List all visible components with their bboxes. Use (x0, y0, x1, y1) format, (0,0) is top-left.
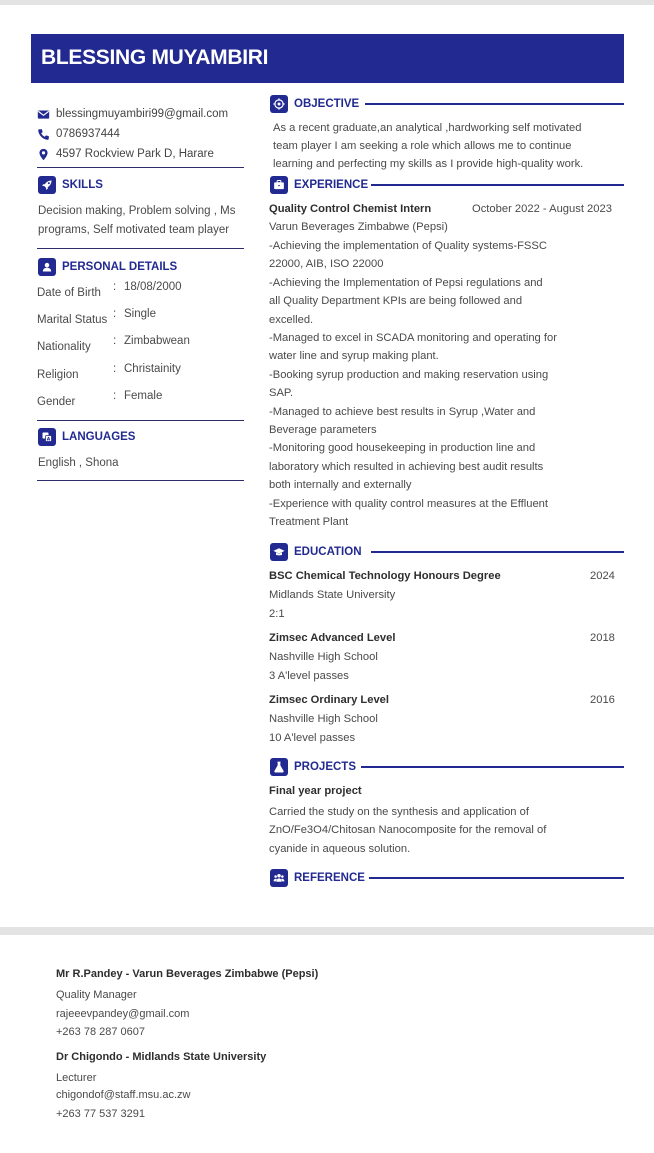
separator: : (113, 363, 117, 375)
experience-heading (270, 176, 368, 194)
duty-line: laboratory which resulted in achieving best audit results (269, 460, 544, 473)
gender-label: Gender (37, 396, 76, 408)
separator: : (113, 335, 117, 347)
reference-rule (369, 877, 624, 879)
contact-address (37, 145, 214, 163)
reference-heading (270, 869, 365, 887)
reference-title: REFERENCE (294, 872, 365, 884)
gender-value: Female (124, 390, 163, 402)
skills-line: Decision making, Problem solving , Ms (38, 205, 236, 217)
religion-value: Christainity (124, 363, 181, 375)
edu-detail: 3 A'level passes (269, 670, 349, 682)
project-name: Final year project (269, 785, 362, 797)
phone-text: 0786937444 (56, 128, 120, 140)
edu-detail: 10 A'level passes (269, 732, 356, 744)
duty-line: Treatment Plant (269, 516, 349, 529)
reference-phone[interactable]: +263 78 287 0607 (56, 1026, 146, 1038)
personal-divider (37, 420, 244, 421)
location-pin-icon (37, 148, 50, 161)
address-text: 4597 Rockview Park D, Harare (56, 148, 214, 160)
skills-text (38, 202, 248, 239)
duty-line: -Achieving the implementation of Quality systems-FSSC (269, 240, 547, 252)
contact-email[interactable] (37, 105, 228, 123)
reference-email[interactable]: rajeeevpandey@gmail.com (56, 1008, 190, 1020)
languages-text: English , Shona (38, 457, 119, 469)
name-header (31, 34, 624, 83)
duty-line: SAP. (269, 387, 294, 400)
duty-line: -Managed to excel in SCADA monitoring and operating for (269, 332, 557, 345)
education-rule (371, 551, 624, 553)
experience-title: EXPERIENCE (294, 179, 369, 191)
projects-heading (270, 758, 356, 776)
nationality-label: Nationality (37, 341, 91, 353)
job-duties (269, 237, 557, 532)
personal-details-heading (38, 258, 177, 276)
separator: : (113, 281, 117, 293)
skills-title: SKILLS (62, 179, 103, 191)
personal-details-title: PERSONAL DETAILS (62, 261, 178, 273)
email-text: blessingmuyambiri99@gmail.com (56, 108, 229, 120)
briefcase-icon (270, 176, 288, 194)
reference-name: Mr R.Pandey - Varun Beverages Zimbabwe (Pepsi) (56, 968, 319, 980)
objective-text (273, 119, 583, 173)
edu-degree: Zimsec Advanced Level (269, 632, 396, 644)
duty-line: all Quality Department KPIs are being followed and (269, 295, 523, 308)
marital-value: Single (124, 308, 156, 320)
edu-degree: BSC Chemical Technology Honours Degree (269, 570, 501, 582)
projects-rule (361, 766, 624, 768)
objective-heading (270, 95, 359, 113)
graduation-cap-icon (270, 543, 288, 561)
job-role: Quality Control Chemist Intern (269, 203, 432, 215)
skills-divider (37, 248, 244, 249)
reference-email[interactable]: chigondof@staff.msu.ac.zw (56, 1089, 191, 1101)
duty-line: 22000, AIB, ISO 22000 (269, 258, 384, 271)
contact-divider (37, 167, 244, 168)
reference-name: Dr Chigondo - Midlands State University (56, 1051, 267, 1063)
contact-phone[interactable] (37, 125, 120, 143)
translate-icon (38, 428, 56, 446)
project-line: cyanide in aqueous solution. (269, 842, 411, 855)
edu-degree: Zimsec Ordinary Level (269, 694, 390, 706)
languages-title: LANGUAGES (62, 431, 136, 443)
nationality-value: Zimbabwean (124, 335, 190, 347)
objective-line: learning and perfecting my skills as I provide high-quality work. (273, 158, 584, 170)
project-line: ZnO/Fe3O4/Chitosan Nanocomposite for the removal of (269, 824, 547, 837)
project-description (269, 803, 546, 858)
education-title: EDUCATION (294, 546, 362, 558)
target-icon (270, 95, 288, 113)
objective-line: As a recent graduate,an analytical ,hardworking self motivated (273, 122, 582, 134)
skills-heading (38, 176, 103, 194)
edu-school: Midlands State University (269, 589, 396, 601)
skills-line: programs, Self motivated team player (38, 223, 230, 236)
duty-line: -Monitoring good housekeeping in production line and (269, 442, 536, 455)
job-dates: October 2022 - August 2023 (472, 203, 612, 215)
candidate-name: BLESSING MUYAMBIRI (41, 46, 269, 69)
marital-label: Marital Status (37, 314, 108, 326)
edu-year: 2024 (590, 570, 615, 582)
edu-year: 2016 (590, 694, 615, 706)
duty-line: -Managed to achieve best results in Syrup ,Water and (269, 405, 536, 418)
projects-title: PROJECTS (294, 761, 356, 773)
edu-school: Nashville High School (269, 713, 378, 725)
duty-line: both internally and externally (269, 479, 412, 492)
users-icon (270, 869, 288, 887)
user-icon (38, 258, 56, 276)
reference-role: Lecturer (56, 1072, 97, 1084)
languages-divider (37, 480, 244, 481)
edu-year: 2018 (590, 632, 615, 644)
separator: : (113, 308, 117, 320)
phone-icon (37, 128, 50, 141)
duty-line: -Experience with quality control measures at the Effluent (269, 497, 549, 510)
reference-role: Quality Manager (56, 989, 137, 1001)
religion-label: Religion (37, 369, 79, 381)
dob-value: 18/08/2000 (124, 281, 182, 293)
edu-school: Nashville High School (269, 651, 378, 663)
duty-line: -Booking syrup production and making reservation using (269, 368, 549, 381)
page-break-divider (0, 927, 654, 935)
separator: : (113, 390, 117, 402)
objective-line: team player I am seeking a role which allows me to continue (273, 140, 572, 152)
envelope-icon (37, 108, 50, 121)
duty-line: water line and syrup making plant. (269, 350, 439, 363)
reference-phone[interactable]: +263 77 537 3291 (56, 1108, 146, 1120)
dob-label: Date of Birth (37, 287, 101, 299)
duty-line: Beverage parameters (269, 424, 377, 437)
svg-text:A: A (46, 437, 51, 443)
education-heading (270, 543, 362, 561)
objective-title: OBJECTIVE (294, 98, 360, 110)
experience-rule (371, 184, 624, 186)
flask-icon (270, 758, 288, 776)
languages-heading (38, 428, 135, 446)
objective-rule (365, 103, 624, 105)
rocket-icon (38, 176, 56, 194)
edu-detail: 2:1 (269, 608, 285, 620)
duty-line: excelled. (269, 313, 314, 326)
duty-line: -Achieving the Implementation of Pepsi regulations and (269, 276, 543, 289)
job-company: Varun Beverages Zimbabwe (Pepsi) (269, 221, 448, 233)
project-line: Carried the study on the synthesis and application of (269, 806, 529, 818)
top-divider-bar (0, 0, 654, 5)
